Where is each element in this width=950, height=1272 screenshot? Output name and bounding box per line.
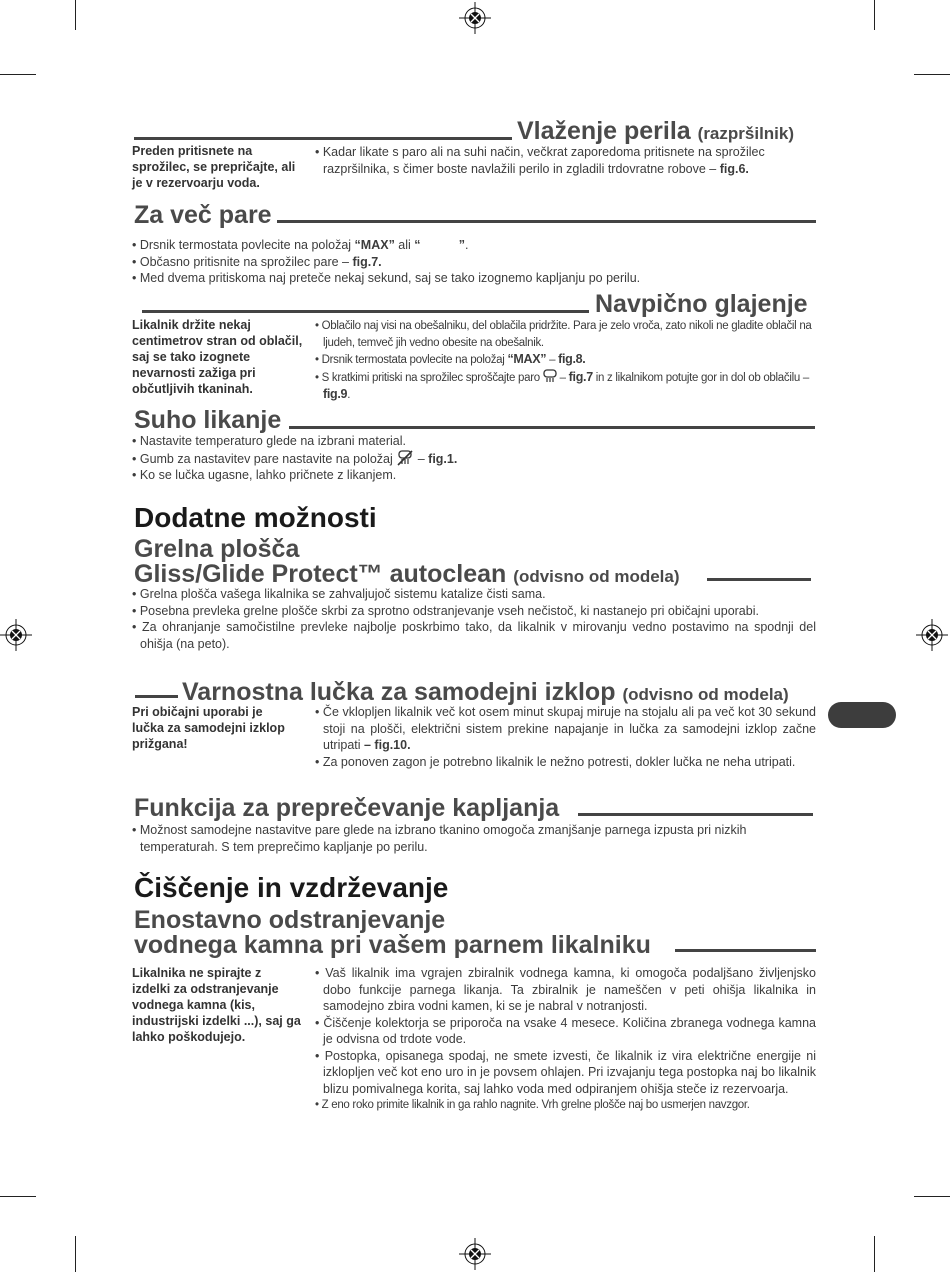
title-text: Gliss/Glide Protect™ autoclean (134, 560, 507, 588)
list-item: • Gumb za nastavitev pare nastavite na položaj – fig.1. (132, 451, 458, 466)
heading-rule (134, 137, 512, 140)
section-title-funkcija: Funkcija za preprečevanje kapljanja (134, 794, 560, 822)
list-item: • Z eno roko primite likalnik in ga rahlo nagnite. Vrh grelne plošče naj bo usmerjen navzgor. (315, 1099, 750, 1111)
registration-mark-icon (459, 2, 491, 34)
list-item: • Za ohranjanje samočistilne prevleke najbolje poskrbimo tako, da likalnik v mirovanju vedno postavimo na spodnji del ohišja (na peto). (132, 620, 816, 651)
steam-icon (543, 369, 557, 383)
section-title-suho: Suho likanje (134, 406, 282, 434)
registration-mark-icon (916, 619, 948, 651)
bullets-varnostna (315, 704, 816, 770)
crop-mark (0, 1196, 36, 1197)
heading-rule (675, 949, 816, 952)
note-vlazenje: Preden pritisnete na sprožilec, se prepričajte, ali je v rezervoarju voda. (132, 144, 296, 190)
title-text: Varnostna lučka za samodejni izklop (182, 678, 616, 706)
list-item: • S kratkimi pritiski na sprožilec sproščajte paro – fig.7 in z likalnikom potujte gor in dol ob oblačilu – fig.9. (315, 369, 809, 401)
chapter-title-ciscenje: Čiščenje in vzdrževanje (134, 872, 449, 903)
section-title-navpicno: Navpično glajenje (595, 290, 808, 318)
subtitle-grelna: Grelna plošča (134, 535, 300, 563)
subtitle-vodnega: vodnega kamna pri vašem parnem likalniku (134, 931, 651, 959)
title-qualifier: (odvisno od modela) (513, 567, 680, 586)
registration-mark-icon (0, 619, 32, 651)
note-varnostna: Pri običajni uporabi je lučka za samodejni izklop prižgana! (132, 705, 285, 751)
title-text: Vlaženje perila (517, 117, 691, 145)
list-item: • Ko se lučka ugasne, lahko pričnete z likanjem. (132, 468, 397, 482)
bullets-vlazenje (315, 144, 817, 177)
crop-mark (75, 0, 76, 30)
crop-mark (874, 0, 875, 30)
list-item: • Drsnik termostata povlecite na položaj “MAX” ali “ ”. (132, 238, 469, 252)
subtitle-enostavno: Enostavno odstranjevanje (134, 906, 446, 934)
crop-mark (914, 74, 950, 75)
no-steam-icon (396, 450, 414, 466)
heading-rule (578, 813, 813, 816)
title-qualifier: (razpršilnik) (697, 124, 795, 143)
list-item: • Nastavite temperaturo glede na izbrani material. (132, 434, 406, 448)
list-item: • Med dvema pritiskoma naj preteče nekaj sekund, saj se tako izognemo kapljanju po perilu. (132, 271, 641, 285)
list-item: • Možnost samodejne nastavitve pare glede na izbrano tkanino omogoča zmanjšanje parnega izpusta pri nizkih temperaturah. S tem preprečimo kapljanje po perilu. (132, 823, 747, 854)
title-qualifier: (odvisno od modela) (622, 685, 789, 704)
list-item: • Vaš likalnik ima vgrajen zbiralnik vodnega kamna, ki omogoča podaljšano življenjsko dobo funkcije parnega likanja. Ta zbiralnik je nameščen v peti ohišja likalnika in samodejno zbira vodni kamen, ki se je nabral v notranjosti. (315, 966, 816, 1013)
bullets-ciscenje (315, 965, 816, 1114)
crop-mark (874, 1236, 875, 1272)
bullets-navpicno (315, 318, 817, 404)
list-item: • Če vklopljen likalnik več kot osem minut skupaj miruje na stojalu ali pa več kot 30 sekund stoji na plošči, električni sistem prekine napajanje in lučka za samodejni izklop začne utripati – fig.10. (315, 705, 816, 752)
list-item: • Za ponoven zagon je potrebno likalnik le nežno potresti, dokler lučka ne neha utripati. (315, 754, 796, 769)
crop-mark (75, 1236, 76, 1272)
bullets-dodatne (132, 586, 816, 652)
bullets-vec-pare (132, 237, 822, 287)
chapter-title-dodatne: Dodatne možnosti (134, 502, 377, 533)
list-item: • Čiščenje kolektorja se priporoča na vsake 4 mesece. Količina zbranega vodnega kamna je odvisna od trdote vode. (315, 1015, 816, 1046)
crop-mark (914, 1196, 950, 1197)
heading-rule (142, 310, 589, 313)
bullets-funkcija (132, 822, 822, 855)
language-tab (828, 702, 896, 728)
list-item: • Grelna plošča vašega likalnika se zahvaljujoč sistemu katalize čisti sama. (132, 587, 546, 601)
list-item: • Posebna prevleka grelne plošče skrbi za sprotno odstranjevanje vseh nečistoč, ki nastanejo pri običajni uporabi. (132, 603, 759, 618)
list-item: • Kadar likate s paro ali na suhi način, večkrat zaporedoma pritisnete na sprožilec razpršilnika, s čimer boste navlažili perilo in zgladili trdovratne robove – fig.6. (315, 145, 765, 176)
list-item: • Občasno pritisnite na sprožilec pare – fig.7. (132, 254, 382, 269)
list-item: • Oblačilo naj visi na obešalniku, del oblačila pridržite. Para je zelo vroča, zato nikoli ne gladite oblačil na ljudeh, temveč jih vedno obesite na obešalnik. (315, 320, 812, 349)
note-ciscenje: Likalnika ne spirajte z izdelki za odstranjevanje vodnega kamna (kis, industrijski izdelki ...), saj ga lahko poškodujejo. (132, 966, 301, 1044)
heading-rule (135, 695, 178, 698)
list-item: • Postopka, opisanega spodaj, ne smete izvesti, če likalnik iz vira električne energije ni izklopljen več kot eno uro in je povsem ohlajen. Pri izvajanju tega postopka naj bo likalnik blizu pomivalnega korita, saj lahko voda med odpiranjem ohišja steče iz rezervoarja. (315, 1048, 816, 1096)
heading-rule (277, 220, 816, 223)
registration-mark-icon (459, 1238, 491, 1270)
list-item: • Drsnik termostata povlecite na položaj “MAX” – fig.8. (315, 352, 586, 366)
heading-rule (707, 578, 811, 581)
bullets-suho (132, 433, 822, 484)
section-title-vec-pare: Za več pare (134, 201, 272, 229)
heading-rule (289, 426, 815, 429)
note-navpicno: Likalnik držite nekaj centimetrov stran od oblačil, saj se tako izognete nevarnosti zažiga pri občutljivih tkaninah. (132, 318, 303, 396)
crop-mark (0, 74, 36, 75)
